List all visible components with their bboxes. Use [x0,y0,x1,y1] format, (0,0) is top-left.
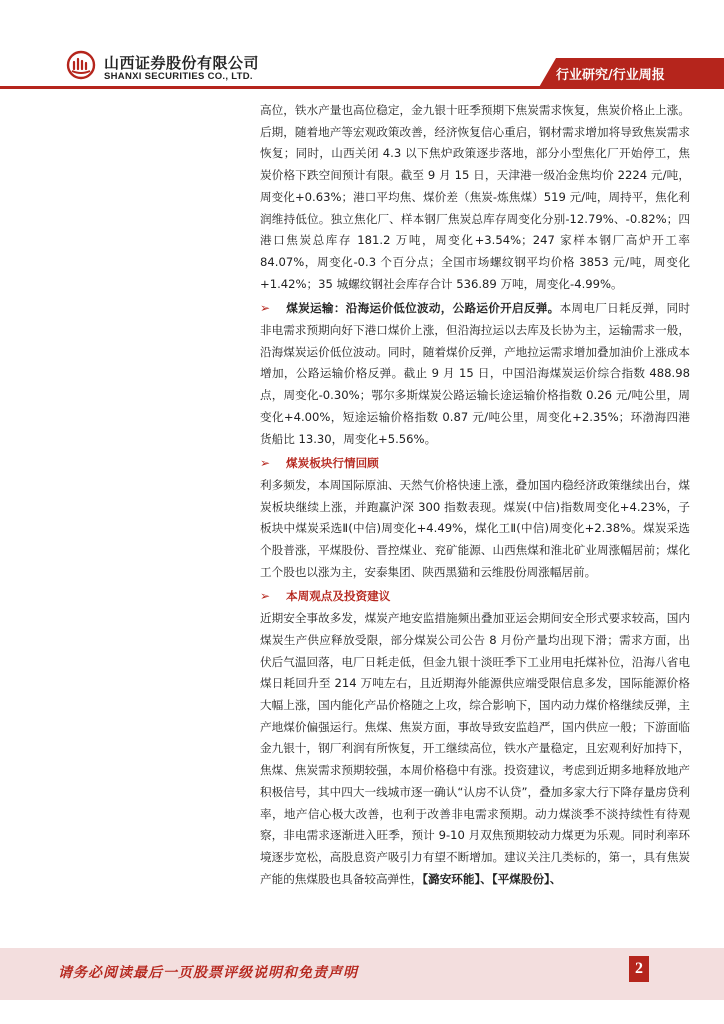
section-body: 利多频发，本周国际原油、天然气价格快速上涨，叠加国内稳经济政策继续出台，煤炭板块继续上涨，并跑赢沪深 300 指数表现。煤炭(中信)指数周变化+4.23%，子板块中煤炭采选Ⅱ(中信)周变化+4.49%，煤化工Ⅱ(中信)周变化+2.38%。煤炭采选个股普涨，平煤股份、晋控煤业、兖矿能源、山西焦煤和淮北矿业周涨幅居前；煤化工个股也以涨为主，安泰集团、陕西黑猫和云维股份周涨幅居前。 [260,477,690,579]
intro-paragraph: 高位，铁水产量也高位稳定，金九银十旺季预期下焦炭需求恢复，焦炭价格止上涨。后期，随着地产等宏观政策改善，经济恢复信心重启，钢材需求增加将导致焦炭需求恢复；同时，山西关闭 4.3 以下焦炉政策逐步落地，部分小型焦化厂开始停工，焦炭价格下跌空间预计有限。截至 9 月 15 日，天津港一级冶金焦均价 2224 元/吨，周变化+0.63%；港口平均焦、煤价差（焦炭-炼焦煤）519 元/吨，周持平，焦化利润维持低位。独立焦化厂、样本钢厂焦炭总库存周变化分别-12.79%、-0.82%；四港口焦炭总库存 181.2 万吨，周变化+3.54%；247 家样本钢厂高炉开工率 84.07%，周变化-0.3 个百分点；全国市场螺纹钢平均价格 3853 元/吨，周变化+1.42%；35 城螺纹钢社会库存合计 536.89 万吨，周变化-4.99%。 [260,103,690,291]
recommended-stocks: 【潞安环能】、【平煤股份】、 [422,871,562,886]
section-market-review [260,453,690,583]
main-content [260,100,690,890]
report-type-label: 行业研究/行业周报 [556,68,665,83]
company-name-cn: 山西证券股份有限公司 [104,54,260,72]
section-coal-transport [260,298,690,450]
section-body: 本周电厂日耗反弹，同时非电需求预期向好下港口煤价上涨，但沿海拉运以去库及长协为主，运输需求一般，沿海煤炭运价低位波动。同时，随着煤价反弹，产地拉运需求增加叠加油价上涨成本增加，公路运输价格反弹。截止 9 月 15 日，中国沿海煤炭运价综合指数 488.98 点，周变化-0.30%；鄂尔多斯煤炭公路运输长途运输价格指数 0.26 元/吨公里，周变化+4.00%，短途运输价格指数 0.87 元/吨公里，周变化+2.35%；环渤海四港货船比 13.30，周变化+5.56%。 [260,301,690,446]
arrow-bullet-icon: ➢ [260,456,271,471]
company-logo-icon [66,50,96,80]
page-number: 2 [629,956,649,982]
section-heading: 煤炭运输：沿海运价低位波动，公路运价开启反弹。 [286,301,560,316]
page-header [0,0,724,95]
arrow-bullet-icon: ➢ [260,589,271,604]
company-name-en: SHANXI SECURITIES CO., LTD. [104,71,253,82]
section-heading: 本周观点及投资建议 [286,589,391,604]
disclaimer-notice: 请务必阅读最后一页股票评级说明和免责声明 [58,965,358,981]
arrow-bullet-icon: ➢ [260,301,271,316]
header-divider [0,86,724,89]
section-investment-view [260,586,690,890]
section-heading: 煤炭板块行情回顾 [286,456,379,471]
section-body: 近期安全事故多发，煤炭产地安监措施频出叠加亚运会期间安全形式要求较高，国内煤炭生产供应释放受限，部分煤炭公司公告 8 月份产量均出现下滑；需求方面，出伏后气温回落，电厂日耗走低，但金九银十淡旺季下工业用电托煤补位，沿海八省电煤日耗回升至 214 万吨左右，且近期海外能源供应端受限信息多发，国际能源价格大幅上涨，国内能化产品价格随之上攻，综合影响下，国内动力煤价格继续反弹，主产地煤价偏强运行。焦煤、焦炭方面，事故导致安监趋严，国内供应一般；下游面临金九银十，钢厂利润有所恢复，开工继续高位，铁水产量稳定，且宏观利好加持下，焦煤、焦炭需求预期较强，本周价格稳中有涨。投资建议，考虑到近期多地释放地产积极信号，其中四大一线城市逐一确认“认房不认贷”，叠加多家大行下降存量房贷利率，地产信心极大改善，也利于改善非电需求预期。动力煤淡季不淡持续性有待观察，非电需求逐渐进入旺季，预计 9-10 月双焦预期较动力煤更为乐观。同时利率环境逐步宽松，高股息资产吸引力有望不断增加。建议关注几类标的，第一，具有焦炭产能的焦煤股也具备较高弹性， [260,611,690,886]
